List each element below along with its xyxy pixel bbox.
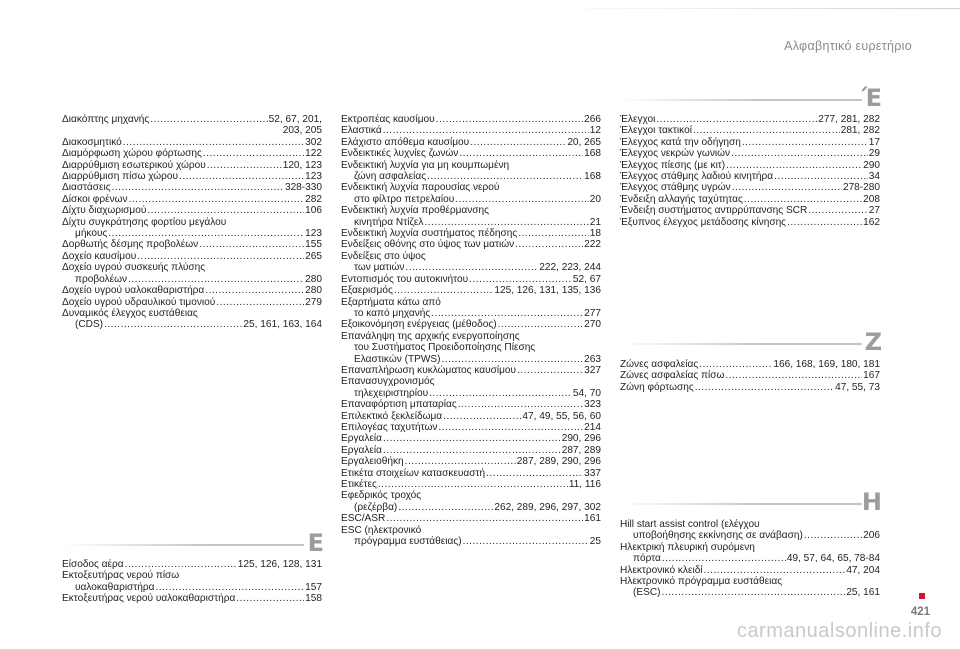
dot-leader — [517, 365, 583, 376]
index-entry-pages: 123 — [305, 228, 322, 240]
index-entry — [620, 137, 880, 148]
dot-leader — [424, 217, 588, 228]
dot-leader — [774, 171, 868, 182]
dot-leader — [808, 205, 868, 216]
index-entry-pages: 20 — [589, 193, 601, 205]
index-entry — [620, 576, 880, 599]
dot-leader — [693, 125, 840, 136]
dot-leader — [383, 125, 589, 136]
page-marker — [919, 593, 925, 599]
dot-leader — [129, 194, 305, 205]
index-entry-pages: 290, 296 — [561, 433, 601, 445]
index-entry-subterm: στο φίλτρο πετρελαίου — [354, 193, 455, 205]
index-entry-pages: 52, 67 — [572, 273, 601, 285]
index-entry-term: Δυναμικός έλεγχος ευστάθειας — [62, 307, 198, 319]
index-entry-pages: 49, 57, 64, 65, 78-84 — [786, 553, 880, 565]
index-entry — [341, 160, 601, 183]
index-entry — [341, 422, 601, 433]
index-entry-pages: 208 — [863, 193, 880, 205]
index-entry-term: Εξαρτήματα κάτω από — [341, 296, 441, 308]
index-entry-pages: 280 — [305, 285, 322, 297]
index-entry-term: Εφεδρικός τροχός — [341, 490, 422, 502]
index-entry — [62, 217, 322, 240]
index-entry-term: Ηλεκτρονικό πρόγραμμα ευστάθειας — [620, 576, 783, 588]
index-entry-term: Ηλεκτρική πλευρική συρόμενη — [620, 541, 755, 553]
dot-leader — [469, 274, 572, 285]
index-entry-pages: 327 — [584, 364, 601, 376]
index-entry-subterm: πόρτα — [633, 553, 661, 565]
index-entry-pages: 206 — [863, 530, 880, 542]
index-entry — [62, 570, 322, 593]
index-entry-pages: 167 — [863, 370, 880, 382]
index-entry-term: Εξοικονόμηση ενέργειας (μέθοδος) — [341, 319, 497, 331]
index-entry — [620, 542, 880, 565]
index-entry-subterm: υαλοκαθαριστήρα — [75, 581, 155, 593]
dot-leader — [147, 205, 304, 216]
dot-leader — [123, 137, 304, 148]
index-entry — [341, 513, 601, 524]
index-entry — [62, 239, 322, 250]
index-entry-subterm: (CDS) — [75, 319, 104, 331]
index-entry-term-continued: του Συστήματος Προειδοποίησης Πίεσης — [354, 342, 536, 354]
index-entry-pages: 52, 67, 201, — [268, 114, 322, 125]
index-entry-term: Ενδεικτική λυχνία για μη κουμπωμένη — [341, 159, 510, 171]
index-entry-term: Επιλογέας ταχυτήτων — [341, 421, 438, 433]
index-entry-subterm: υποβοήθησης εκκίνησης σε ανάβαση) — [633, 530, 803, 542]
index-entry-term: Ετικέτες — [341, 479, 377, 490]
dot-leader — [661, 587, 845, 598]
index-entry-pages: 162 — [863, 216, 880, 228]
dot-leader — [405, 456, 516, 467]
dot-leader — [108, 228, 304, 239]
index-entry-pages: 278-280 — [842, 182, 880, 194]
section-heading-h — [620, 488, 882, 516]
index-entry-term: Δοχείο καυσίμου — [62, 250, 137, 262]
index-entry-pages: 266 — [584, 114, 601, 125]
index-entry — [341, 365, 601, 376]
index-entry-term: Έλεγχος νεκρών γωνιών — [620, 148, 731, 160]
index-entry-pages: 27 — [868, 205, 880, 217]
index-entry-pages: 262, 289, 296, 297, 302 — [494, 501, 601, 513]
dot-leader — [216, 297, 304, 308]
index-entry — [620, 160, 880, 171]
index-entry-term: Έλεγχοι — [620, 114, 656, 125]
index-entry-pages: 25 — [589, 536, 601, 548]
index-entry-pages: 277, 281, 282 — [818, 114, 880, 125]
dot-leader — [137, 251, 304, 262]
index-entry-term: Έλεγχοι τακτικοί — [620, 125, 692, 137]
section-rule — [62, 544, 304, 546]
dot-leader — [112, 182, 284, 193]
dot-leader — [405, 262, 538, 273]
index-entry-subterm: των ματιών — [354, 262, 405, 274]
dot-leader — [787, 217, 862, 228]
index-entry-subterm: μήκους — [75, 228, 108, 240]
dot-leader — [199, 239, 304, 250]
index-entry — [62, 182, 322, 193]
index-entry-pages: 166, 168, 169, 180, 181 — [773, 359, 880, 370]
index-entry — [341, 137, 601, 148]
dot-leader — [438, 422, 583, 433]
index-entry — [62, 205, 322, 216]
index-entry — [341, 456, 601, 467]
index-entry-term: Εκτοξευτήρας νερού πίσω — [62, 570, 180, 582]
index-entry-pages: 20, 265 — [567, 136, 601, 148]
dot-leader — [732, 182, 842, 193]
index-entry-term: ESC (ηλεκτρονικό — [341, 524, 422, 536]
index-entry — [620, 359, 880, 370]
index-entry-pages: 21 — [589, 216, 601, 228]
dot-leader — [128, 274, 304, 285]
index-entry — [620, 565, 880, 576]
index-entry-pages: 47, 49, 55, 56, 60 — [522, 410, 601, 422]
dot-leader — [459, 148, 583, 159]
index-entry — [62, 559, 322, 570]
index-entry — [62, 194, 322, 205]
dot-leader — [427, 171, 583, 182]
index-entry — [341, 239, 601, 250]
index-entry-term: Εκτοξευτήρας νερού υαλοκαθαριστήρα — [62, 593, 236, 605]
index-entry-term: Επαναπλήρωση κυκλώματος καυσίμου — [341, 364, 517, 376]
dot-leader — [699, 359, 772, 370]
index-entry — [341, 525, 601, 548]
index-entry-pages: 18 — [589, 228, 601, 240]
index-entry — [341, 114, 601, 125]
section-rule — [620, 503, 862, 505]
index-entry-pages: 11, 116 — [568, 479, 601, 490]
dot-leader — [455, 194, 588, 205]
index-entry-pages: 281, 282 — [840, 125, 880, 137]
dot-leader — [458, 399, 583, 410]
index-entry-pages: 25, 161, 163, 164 — [243, 319, 322, 331]
index-entry-subterm: (ESC) — [633, 587, 661, 599]
index-entry-term: Δοχείο υγρού υδραυλικού τιμονιού — [62, 296, 216, 308]
index-entry-pages: 280 — [305, 273, 322, 285]
index-entry-term: Hill start assist control (ελέγχου — [620, 519, 760, 530]
index-entry-pages: 120, 123 — [282, 159, 322, 171]
index-entry — [341, 251, 601, 274]
dot-leader — [431, 308, 583, 319]
index-entry — [341, 411, 601, 422]
index-entry-term: Διαρρύθμιση εσωτερικού χώρου — [62, 159, 206, 171]
index-entry — [341, 479, 601, 490]
index-entry-pages: 265 — [305, 250, 322, 262]
index-entry-term: Διαμόρφωση χώρου φόρτωσης — [62, 148, 202, 160]
index-entry — [341, 228, 601, 239]
dot-leader — [725, 370, 862, 381]
index-entry-term: Επαναφόρτιση μπαταρίας — [341, 399, 457, 411]
watermark: carmanualsonline.info — [736, 620, 942, 642]
index-entry-term: Εργαλειοθήκη — [341, 456, 404, 468]
dot-leader — [518, 228, 589, 239]
section-letter: E — [307, 529, 324, 557]
index-entry-term: Διακοσμητικό — [62, 136, 122, 148]
index-entry-subterm: πρόγραμμα ευστάθειας) — [354, 536, 462, 548]
index-entry-term: Ένδειξη συστήματος αντιρρύπανσης SCR — [620, 205, 808, 217]
section-rule — [620, 99, 862, 101]
index-entry-pages: 279 — [305, 296, 322, 308]
index-entry-pages: 263 — [584, 353, 601, 365]
index-entry — [620, 194, 880, 205]
index-entry-term: Ζώνη φόρτωσης — [620, 381, 694, 393]
index-entry-pages: 222 — [584, 239, 601, 251]
index-entry-term: Εξαερισμός — [341, 285, 393, 297]
dot-leader — [155, 582, 304, 593]
index-entry — [620, 182, 880, 193]
dot-leader — [731, 148, 868, 159]
section-heading-e-accent — [620, 84, 882, 112]
index-entry-term: Ένδειξη αλλαγής ταχύτητας — [620, 193, 743, 205]
index-entry-pages: 123 — [305, 171, 322, 183]
index-entry-term: Δοχείο υγρού συσκευής πλύσης — [62, 262, 206, 274]
dot-leader — [383, 433, 561, 444]
index-entry-subterm: ζώνη ασφαλείας — [354, 171, 427, 183]
index-column-epsilon-accent — [620, 114, 880, 228]
page-title: Αλφαβητικό ευρετήριο — [784, 39, 912, 53]
index-entry — [620, 370, 880, 381]
dot-leader — [463, 536, 589, 547]
section-heading-z — [620, 328, 882, 356]
index-entry-subterm: τηλεχειριστηρίου — [354, 387, 429, 399]
dot-leader — [486, 468, 583, 479]
index-column-zeta — [620, 359, 880, 393]
index-entry-term: Έλεγχος στάθμης υγρών — [620, 182, 731, 194]
index-entry-term: Δοχείο υγρού υαλοκαθαριστήρα — [62, 285, 205, 297]
index-entry — [62, 171, 322, 182]
index-entry-pages: 17 — [868, 136, 880, 148]
dot-leader — [704, 565, 846, 576]
index-entry-pages: 29 — [868, 148, 880, 160]
index-entry-term: Επιλεκτικό ξεκλείδωμα — [341, 410, 443, 422]
dot-leader — [104, 319, 242, 330]
dot-leader — [744, 194, 862, 205]
index-column-epsilon-start — [62, 559, 322, 605]
dot-leader — [125, 559, 237, 570]
dot-leader — [150, 114, 267, 125]
index-entry-pages: 25, 161 — [846, 587, 880, 599]
index-entry-pages: 277 — [584, 307, 601, 319]
index-entry-pages: 328-330 — [284, 182, 322, 194]
index-entry-subterm: Ελαστικών (TPWS) — [354, 353, 441, 365]
index-column-epsilon — [341, 114, 601, 547]
index-entry-pages: 168 — [584, 148, 601, 160]
index-entry — [341, 148, 601, 159]
index-entry — [341, 205, 601, 228]
dot-leader — [207, 160, 282, 171]
index-entry — [62, 593, 322, 604]
index-entry — [341, 125, 601, 136]
index-entry — [341, 445, 601, 456]
index-column-eta — [620, 519, 880, 599]
section-letter: Έ — [861, 84, 882, 112]
index-entry-pages: 214 — [584, 421, 601, 433]
page-number: 421 — [910, 606, 930, 618]
index-entry-term: Διακόπτης μηχανής — [62, 114, 150, 125]
index-entry-term: Ενδείξεις στο ύψος — [341, 250, 426, 262]
index-entry-pages: 337 — [584, 467, 601, 479]
index-entry-term: Επανασυγχρονισμός — [341, 376, 435, 388]
index-entry-term: Έλεγχος πίεσης (με κιτ) — [620, 159, 726, 171]
index-entry-term: Ηλεκτρονικό κλειδί — [620, 564, 703, 576]
index-entry-term: Δορθωτής δέσμης προβολέων — [62, 239, 199, 251]
dot-leader — [662, 553, 786, 564]
index-entry-term: Δίχτυ διαχωρισμού — [62, 205, 147, 217]
index-entry — [62, 137, 322, 148]
index-entry — [62, 251, 322, 262]
index-entry-pages: 125, 126, 128, 131 — [237, 559, 322, 570]
index-entry — [620, 217, 880, 228]
dot-leader — [726, 160, 862, 171]
index-entry — [620, 125, 880, 136]
index-entry-term: Εργαλεία — [341, 433, 382, 445]
index-entry-pages: 54, 70 — [572, 387, 601, 399]
index-entry — [341, 490, 601, 513]
index-entry-pages: 125, 126, 131, 135, 136 — [494, 285, 601, 297]
index-entry-term: Είσοδος αέρα — [62, 559, 124, 570]
index-entry-term: Έλεγχος κατά την οδήγηση — [620, 136, 741, 148]
index-entry — [341, 297, 601, 320]
index-entry — [341, 182, 601, 205]
index-entry-term: Εντοπισμός του αυτοκινήτου — [341, 273, 469, 285]
index-entry — [341, 433, 601, 444]
index-entry-term: Ενδεικτική λυχνία προθέρμανσης — [341, 205, 490, 217]
index-entry — [620, 205, 880, 216]
index-entry-term: Εκτροπέας καυσίμου — [341, 114, 435, 125]
index-entry-pages: 161 — [584, 513, 601, 525]
index-entry-pages: 34 — [868, 171, 880, 183]
index-entry — [62, 297, 322, 308]
dot-leader — [498, 319, 584, 330]
index-entry — [620, 171, 880, 182]
index-entry — [341, 399, 601, 410]
dot-leader — [429, 388, 572, 399]
index-entry-pages: 12 — [589, 125, 601, 137]
index-entry-term: Έλεγχος στάθμης λαδιού κινητήρα — [620, 171, 774, 183]
dot-leader — [515, 239, 583, 250]
index-entry-pages: 47, 204 — [846, 564, 880, 576]
index-entry — [62, 262, 322, 285]
index-entry-term: Δίχτυ συγκράτησης φορτίου μεγάλου — [62, 216, 227, 228]
index-entry-term: Ελαστικά — [341, 125, 382, 137]
index-entry-pages: 222, 223, 244 — [539, 262, 601, 274]
index-entry-term: Ενδεικτικές λυχνίες ζωνών — [341, 148, 459, 160]
dot-leader — [398, 502, 493, 513]
dot-leader — [394, 285, 494, 296]
dot-leader — [386, 513, 583, 524]
index-entry-term: Έξυπνος έλεγχος μετάδοσης κίνησης — [620, 216, 787, 228]
index-entry-pages: 323 — [584, 399, 601, 411]
index-entry — [341, 274, 601, 285]
index-entry — [62, 285, 322, 296]
index-entry — [341, 376, 601, 399]
index-entry-term: Ζώνες ασφαλείας — [620, 359, 699, 370]
index-entry-term: Διαρρύθμιση πίσω χώρου — [62, 171, 179, 183]
index-entry-term: Επανάληψη της αρχικής ενεργοποίησης — [341, 330, 520, 342]
index-entry-pages: 122 — [305, 148, 322, 160]
index-entry-pages: 282 — [305, 193, 322, 205]
index-entry — [620, 519, 880, 542]
section-letter: Z — [864, 328, 882, 356]
index-entry-subterm: κινητήρα Ντίζελ — [354, 216, 424, 228]
index-entry-pages: 270 — [584, 319, 601, 331]
title-rule — [540, 8, 960, 9]
dot-leader — [470, 137, 566, 148]
dot-leader — [804, 530, 862, 541]
index-entry-pages: 287, 289 — [561, 444, 601, 456]
dot-leader — [179, 171, 304, 182]
index-entry-term: Ελάχιστο απόθεμα καυσίμου — [341, 136, 470, 148]
index-entry — [620, 148, 880, 159]
index-entry-pages: 106 — [305, 205, 322, 217]
index-entry-pages-continued: 203, 205 — [282, 125, 322, 137]
dot-leader — [742, 137, 868, 148]
index-entry-pages: 290 — [863, 159, 880, 171]
index-entry-pages: 155 — [305, 239, 322, 251]
index-entry-pages: 157 — [305, 581, 322, 593]
index-entry — [62, 148, 322, 159]
index-entry-term: Ενδείξεις οθόνης στο ύψος των ματιών — [341, 239, 515, 251]
index-entry-term: Ετικέτα στοιχείων κατασκευαστή — [341, 467, 486, 479]
dot-leader — [205, 285, 304, 296]
section-heading-e — [62, 529, 324, 557]
index-entry — [341, 285, 601, 296]
dot-leader — [203, 148, 304, 159]
dot-leader — [378, 479, 568, 490]
index-entry-pages: 302 — [305, 136, 322, 148]
index-entry-term: Ζώνες ασφαλείας πίσω — [620, 370, 725, 382]
index-entry — [62, 160, 322, 171]
index-entry — [620, 114, 880, 125]
index-entry-pages: 158 — [305, 593, 322, 605]
index-entry-pages: 47, 55, 73 — [835, 381, 880, 393]
index-entry-term: Ενδεικτική λυχνία συστήματος πέδησης — [341, 228, 518, 240]
index-entry — [341, 331, 601, 365]
index-entry — [620, 382, 880, 393]
dot-leader — [443, 411, 521, 422]
index-entry-pages: 168 — [584, 171, 601, 183]
section-rule — [620, 343, 862, 345]
dot-leader — [441, 354, 583, 365]
index-entry-term: Ενδεικτική λυχνία παρουσίας νερού — [341, 182, 500, 194]
index-entry-subterm: το καπό μηχανής — [354, 307, 431, 319]
dot-leader — [383, 445, 561, 456]
index-entry — [62, 114, 322, 137]
index-entry-subterm: (ρεζέρβα) — [354, 501, 398, 513]
dot-leader — [236, 593, 304, 604]
index-entry — [341, 468, 601, 479]
dot-leader — [436, 114, 584, 125]
index-entry — [341, 319, 601, 330]
index-entry-term: ESC/ASR — [341, 513, 386, 525]
index-entry-term: Διαστάσεις — [62, 182, 111, 194]
index-column-delta — [62, 114, 322, 331]
index-entry-term: Εργαλεία — [341, 444, 382, 456]
index-entry — [62, 308, 322, 331]
index-entry-pages: 287, 289, 290, 296 — [516, 456, 601, 468]
index-entry-subterm: προβολέων — [75, 273, 128, 285]
dot-leader — [695, 382, 834, 393]
index-entry-term: Δίσκοι φρένων — [62, 193, 128, 205]
section-letter: H — [861, 488, 882, 516]
dot-leader — [656, 114, 817, 125]
